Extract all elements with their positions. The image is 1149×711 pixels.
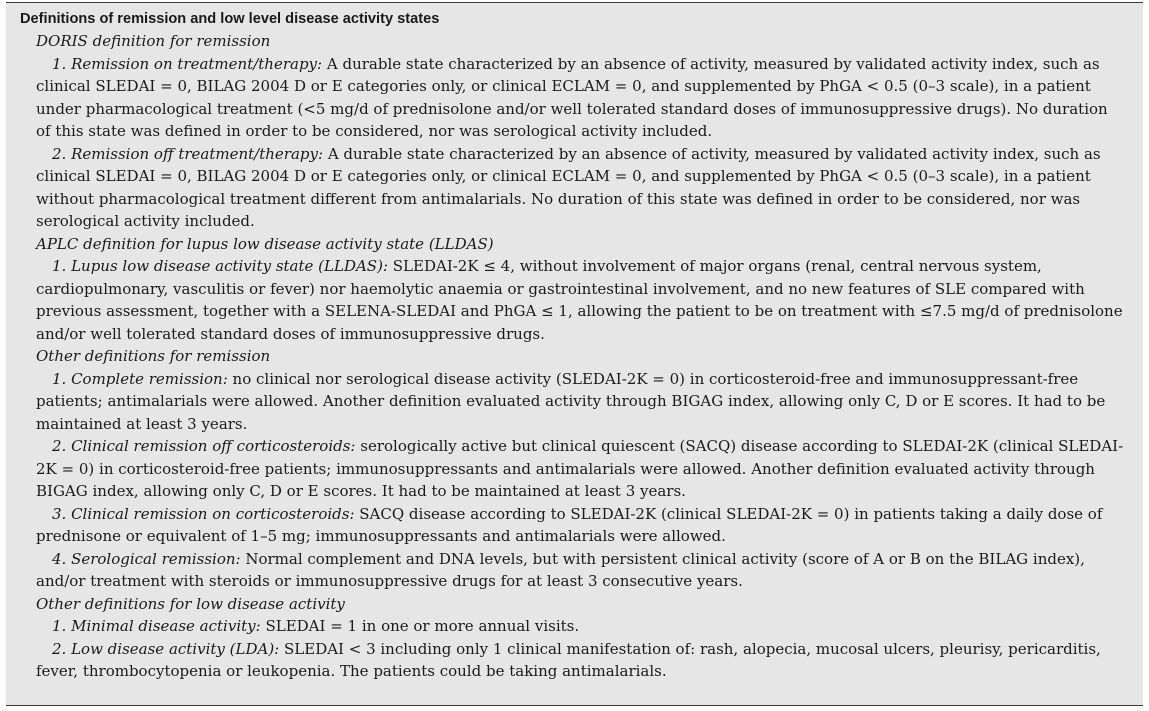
definition-item — [36, 548, 1125, 593]
definition-label: 4. Serological remission: — [52, 549, 241, 568]
section-heading-other-low-activity: Other definitions for low disease activity — [36, 594, 345, 613]
definition-label: 1. Minimal disease activity: — [52, 617, 261, 635]
definition-text: SLEDAI < 3 including only 1 clinical manifestation of: rash, alopecia, mucosal ulcers, pleurisy, pericarditis, fever, thrombocytopenia or leukopenia. The patients could be taking antimalarials. — [36, 639, 1101, 680]
definition-text: Normal complement and DNA levels, but with persistent clinical activity (score of A or B on the BILAG index), and/or treatment with steroids or immunosuppressive drugs for at least 3 consecutive years. — [36, 549, 1085, 590]
definition-text: SLEDAI = 1 in one or more annual visits. — [260, 617, 580, 635]
definition-item — [36, 255, 1125, 345]
definition-label: 2. Remission off treatment/therapy: — [52, 144, 324, 163]
definition-label: 3. Clinical remission on corticosteroids: — [52, 504, 355, 523]
definition-item — [36, 143, 1125, 233]
section-heading-aplc: APLC definition for lupus low disease activity state (LLDAS) — [36, 234, 494, 253]
definition-text: A durable state characterized by an absence of activity, measured by validated activity index, such as clinical SLEDAI = 0, BILAG 2004 D or E categories only, or clinical ECLAM = 0, and supplemented by PhGA < 0.5 (0–3 scale), in a patient under pharmacological treatment (<5 mg/d of prednisolone and/or well tolerated standard doses of immunosuppressive drugs). No duration of this state was defined in order to be considered, nor was serological activity included. — [36, 54, 1108, 140]
definition-label: 2. Clinical remission off corticosteroids: — [52, 437, 356, 455]
definition-item — [36, 638, 1125, 683]
definition-text: A durable state characterized by an absence of activity, measured by validated activity index, such as clinical SLEDAI = 0, BILAG 2004 D or E categories only, or clinical ECLAM = 0, and supplemented by PhGA < 0.5 (0–3 scale), in a patient without pharmacological treatment different from antimalarials. No duration of this state was defined in order to be considered, nor was serological activity included. — [36, 144, 1101, 230]
definition-text: serologically active but clinical quiescent (SACQ) disease according to SLEDAI-2K (clinical SLEDAI-2K = 0) in corticosteroid-free patients; immunosuppressants and antimalarials were allowed. Another definition evaluated activity through BIGAG index, allowing only C, D or E scores. It had to be maintained at least 3 years. — [36, 437, 1124, 500]
section-heading-other-remission: Other definitions for remission — [36, 347, 271, 365]
section-heading-doris: DORIS definition for remission — [36, 32, 271, 50]
table-title: Definitions of remission and low level disease activity states — [20, 11, 440, 27]
definition-item — [36, 615, 1125, 638]
definition-text: no clinical nor serological disease activity (SLEDAI-2K = 0) in corticosteroid-free and immunosuppressant-free patients; antimalarials were allowed. Another definition evaluated activity through BIGAG index, allowing only C, D or E scores. It had to be maintained at least 3 years. — [36, 369, 1106, 433]
definition-text: SLEDAI-2K ≤ 4, without involvement of major organs (renal, central nervous system, cardiopulmonary, vasculitis or fever) nor haemolytic anaemia or gastrointestinal involvement, and no new features of SLE compared with previous assessment, together with a SELENA-SLEDAI and PhGA ≤ 1, allowing the patient to be on treatment with ≤7.5 mg/d of prednisolone and/or well tolerated standard doses of immunosuppressive drugs. — [36, 257, 1123, 343]
definition-item — [36, 53, 1125, 143]
definition-label: 1. Lupus low disease activity state (LLDAS): — [52, 257, 388, 275]
definition-label: 1. Remission on treatment/therapy: — [52, 54, 323, 73]
definition-text: SACQ disease according to SLEDAI-2K (clinical SLEDAI-2K = 0) in patients taking a daily dose of prednisone or equivalent of 1–5 mg; immunosuppressants and antimalarials were allowed. — [36, 504, 1103, 545]
definition-item — [36, 435, 1125, 503]
definition-label: 1. Complete remission: — [52, 369, 228, 388]
definition-item — [36, 503, 1125, 548]
definition-item — [36, 368, 1125, 436]
definitions-table — [6, 2, 1143, 706]
definition-label: 2. Low disease activity (LDA): — [52, 639, 280, 658]
